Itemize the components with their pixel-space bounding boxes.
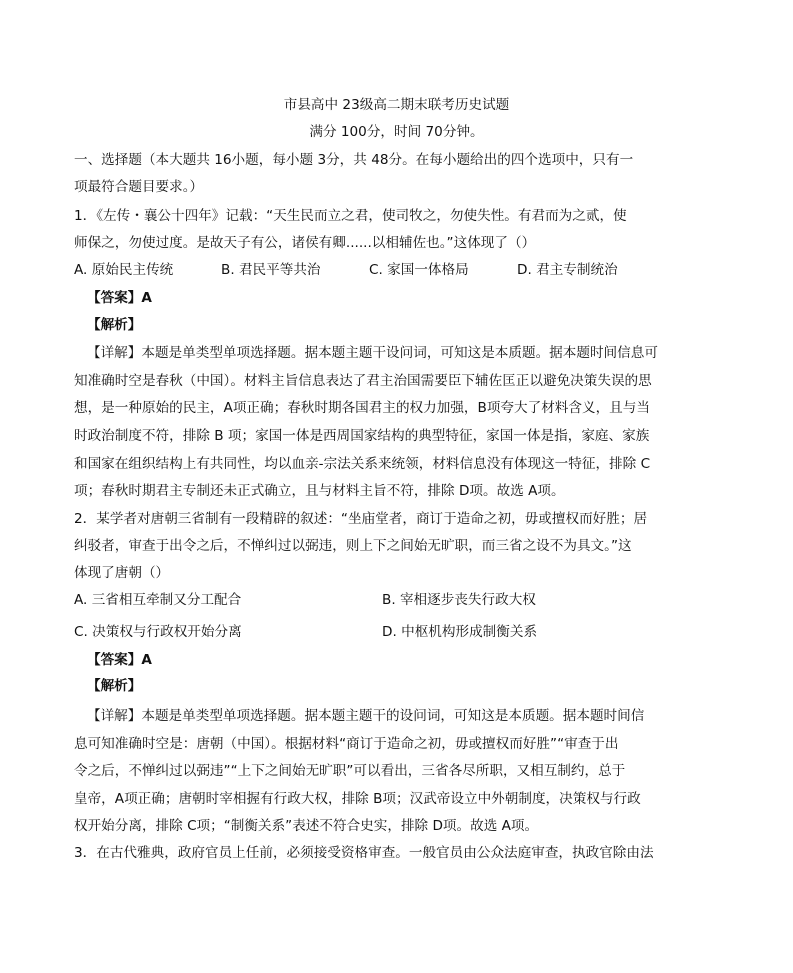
q1-detail-line-5: 和国家在组织结构上有共同性，均以血亲-宗法关系来统领，材料信息没有体现这一特征，排除 C xyxy=(74,456,651,472)
q2-detail-line-4: 皇帝，A项正确；唐朝时宰相握有行政大权，排除 B项；汉武帝设立中外朝制度，决策权与行政 xyxy=(74,791,641,807)
q3-stem-line-1: 3．在古代雅典，政府官员上任前，必须接受资格审查。一般官员由公众法庭审查，执政官除由法 xyxy=(74,845,654,861)
q1-detail-line-4: 时政治制度不符，排除 B 项；家国一体是西周国家结构的典型特征，家国一体是指，家庭、家族 xyxy=(74,428,650,444)
q1-detail-line-3: 想，是一种原始的民主，A项正确；春秋时期各国君主的权力加强，B项夸大了材料含义，且与当 xyxy=(74,400,650,416)
q2-detail-line-5: 权开始分离，排除 C项；“制衡关系”表述不符合史实，排除 D项。故选 A项。 xyxy=(74,818,539,834)
q2-stem-line-2: 纠驳者，审查于出令之后，不惮纠过以弼违，则上下之间始无旷职，而三省之设不为具文。”这 xyxy=(74,538,632,554)
q2-option-d: D. 中枢机构形成制衡关系 xyxy=(382,624,538,640)
q2-detail-line-1: 【详解】本题是单类型单项选择题。据本题主题干的设问词，可知这是本质题。据本题时间信 xyxy=(87,708,645,724)
q2-detail-line-3: 令之后，不惮纠过以弼违”“上下之间始无旷职”可以看出，三省各尽所职，又相互制约，总于 xyxy=(74,763,626,779)
q2-answer: 【答案】A xyxy=(87,652,152,668)
q1-stem-line-1: 1．《左传・襄公十四年》记载：“天生民而立之君，使司牧之，勿使失性。有君而为之贰，使 xyxy=(74,208,627,224)
section-heading-line-1: 一、选择题（本大题共 16小题，每小题 3分，共 48分。在每小题给出的四个选项中，只有一 xyxy=(74,152,634,168)
q2-detail-line-2: 息可知准确时空是：唐朝（中国）。根据材料“商订于造命之初，毋或擅权而好胜”“审查于出 xyxy=(74,736,619,752)
q1-stem-line-2: 师保之，勿使过度。是故天子有公，诸侯有卿......以相辅佐也。”这体现了（） xyxy=(74,235,536,251)
q1-answer: 【答案】A xyxy=(87,290,152,306)
q2-option-a: A. 三省相互牵制又分工配合 xyxy=(74,592,242,608)
q1-option-d: D. 君主专制统治 xyxy=(517,262,618,278)
q1-option-b: B. 君民平等共治 xyxy=(221,262,321,278)
exam-subtitle: 满分 100分，时间 70分钟。 xyxy=(309,124,484,140)
section-heading-line-2: 项最符合题目要求。） xyxy=(74,179,204,195)
q2-option-b: B. 宰相逐步丧失行政大权 xyxy=(382,592,536,608)
q2-stem-line-1: 2．某学者对唐朝三省制有一段精辟的叙述：“坐庙堂者，商订于造命之初，毋或擅权而好胜；居 xyxy=(74,511,648,527)
q2-stem-line-3: 体现了唐朝（） xyxy=(74,565,170,581)
q1-detail-line-1: 【详解】本题是单类型单项选择题。据本题主题干设问词，可知这是本质题。据本题时间信息可 xyxy=(87,345,658,361)
q1-option-a: A. 原始民主传统 xyxy=(74,262,174,278)
q1-detail-line-2: 知准确时空是春秋（中国）。材料主旨信息表达了君主治国需要臣下辅佐匡正以避免决策失误的思 xyxy=(74,373,652,389)
exam-title: 市县高中 23级高二期末联考历史试题 xyxy=(283,97,510,113)
q2-analysis-label: 【解析】 xyxy=(87,678,142,694)
q2-option-c: C. 决策权与行政权开始分离 xyxy=(74,624,242,640)
q1-analysis-label: 【解析】 xyxy=(87,317,142,333)
q1-option-c: C. 家国一体格局 xyxy=(369,262,469,278)
q1-detail-line-6: 项；春秋时期君主专制还未正式确立，且与材料主旨不符，排除 D项。故选 A项。 xyxy=(74,483,565,499)
